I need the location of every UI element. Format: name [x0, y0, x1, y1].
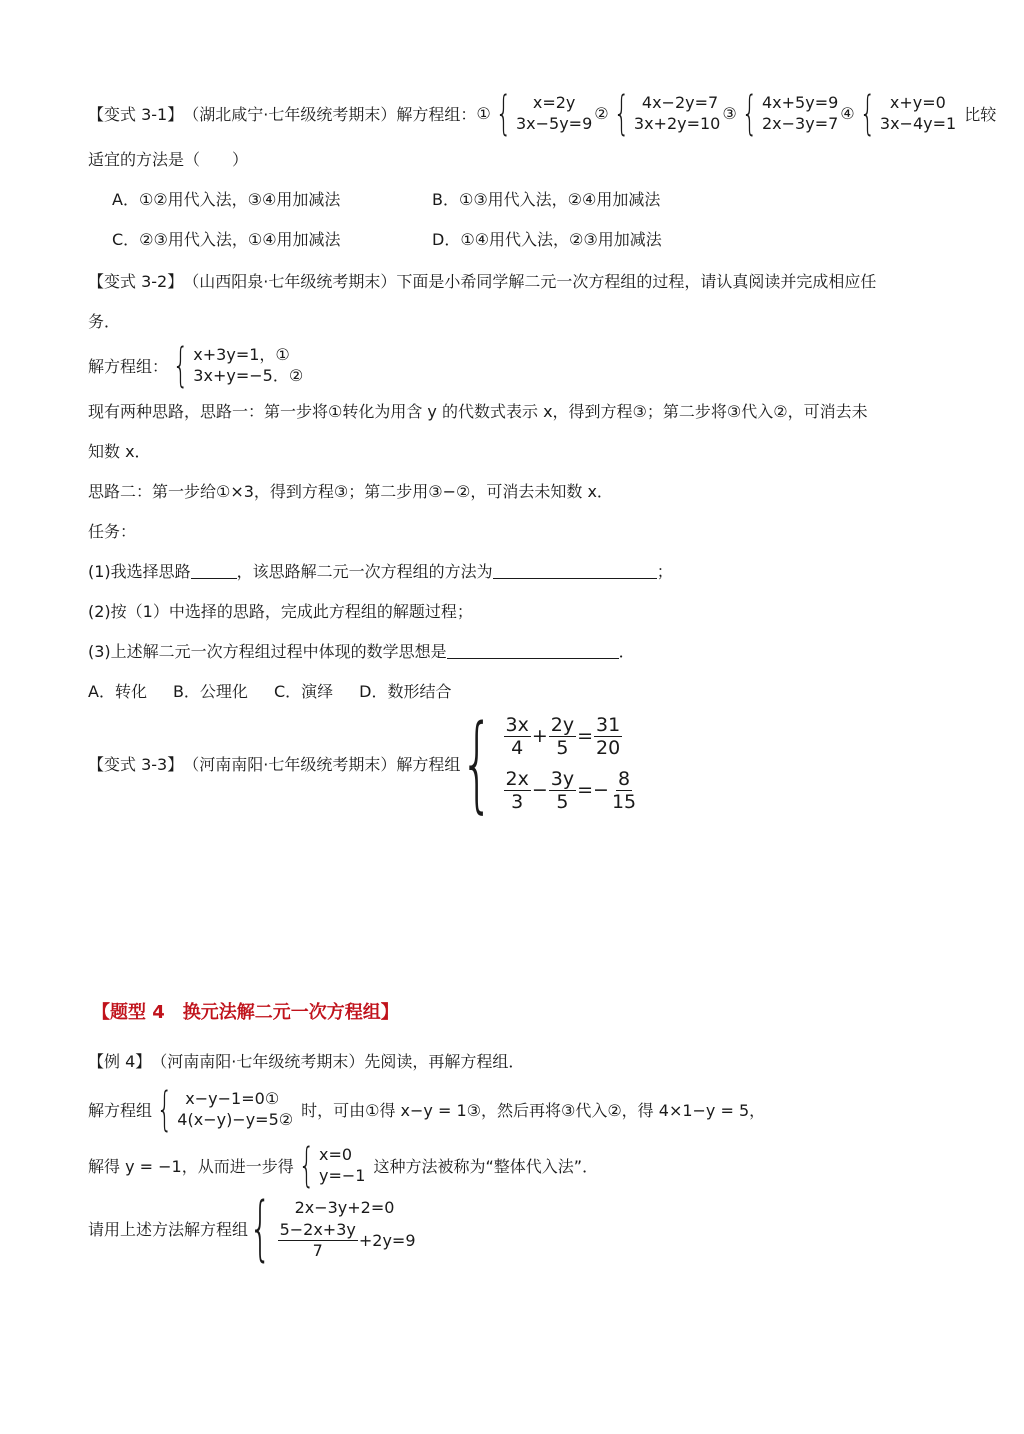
- ex4-label: 【例 4】: [88, 1051, 152, 1071]
- frac-2y-5: [549, 714, 576, 759]
- task-3-text-b: ．: [618, 641, 635, 661]
- variant-3-2: [88, 260, 948, 710]
- v32-system-row: [88, 340, 948, 390]
- v33-text: （河南南阳·七年级统考期末）解方程组: [183, 754, 461, 774]
- v32-idea2: 思路二：第一步给①×3，得到方程③；第二步用③−②，可消去未知数 x．: [88, 481, 613, 501]
- ex4-task-eq2: [277, 1220, 416, 1261]
- system-1-eq1: x=2y: [532, 93, 576, 112]
- option-d: D．数形结合: [359, 681, 452, 701]
- example-4: [88, 1040, 948, 1269]
- v32-system: { x+3y=1，① 3x+y=−5．②: [172, 338, 304, 392]
- frac-2x-3: [504, 768, 531, 813]
- system-1-marker: ①: [476, 103, 491, 123]
- v32-eq2: 3x+y=−5．②: [193, 366, 304, 385]
- frac-den: 5: [556, 736, 569, 759]
- v32-line2: 务．: [88, 311, 121, 331]
- v32-options: [88, 670, 948, 710]
- ex4-eq2: 4(x−y)−y=5②: [177, 1110, 294, 1129]
- task-1-blank-method[interactable]: [493, 562, 657, 579]
- ex4-text: （河南南阳·七年级统考期末）先阅读，再解方程组．: [151, 1051, 525, 1071]
- task-1-text-b: ，该思路解二元一次方程组的方法为: [236, 561, 493, 581]
- ex4-task: 请用上述方法解方程组: [88, 1219, 249, 1239]
- system-3-marker: ③: [722, 103, 737, 123]
- system-3-eq2: 2x−3y=7: [761, 114, 839, 133]
- option-a: A．转化: [88, 681, 147, 701]
- ex4-eq1: x−y−1=0①: [185, 1089, 280, 1108]
- system-4-eq2: 3x−4y=1: [879, 114, 957, 133]
- section-heading-type-4: 【题型 4 换元法解二元一次方程组】: [92, 1002, 399, 1023]
- v31-source: （湖北咸宁·七年级统考期末）: [183, 104, 397, 124]
- option-c: C．②③用代入法，①④用加减法: [112, 229, 341, 249]
- frac-num: 3y: [550, 767, 575, 790]
- system-2-eq1: 4x−2y=7: [641, 93, 719, 112]
- ex4-sol-eq2: y=−1: [319, 1166, 366, 1185]
- v32-text: （山西阳泉·七年级统考期末）下面是小希同学解二元一次方程组的过程，请认真阅读并完成相应任: [183, 271, 877, 291]
- v32-eq1: x+3y=1，①: [193, 345, 290, 364]
- frac-num: 2x: [505, 767, 529, 790]
- frac-den: 5: [556, 790, 569, 813]
- frac-num: 8: [618, 767, 631, 790]
- system-3-eq1: 4x+5y=9: [761, 93, 839, 112]
- option-d: D．①④用代入法，②③用加减法: [432, 229, 662, 249]
- ex4-solution-system: { x=0 y=−1: [298, 1138, 366, 1192]
- v32-prompt: 解方程组：: [88, 356, 169, 376]
- ex4-solution-row: [88, 1138, 948, 1192]
- op-plus: +: [531, 725, 548, 747]
- frac-3x-4: [504, 714, 531, 759]
- task-1-text-c: ；: [656, 561, 673, 581]
- ex4-sol-a: 解得 y = −1，从而进一步得: [88, 1156, 294, 1176]
- v31-tail: 比较: [964, 104, 997, 124]
- v31-line1: [88, 86, 997, 140]
- v33-eq1: [503, 709, 640, 763]
- task-3-blank[interactable]: [447, 642, 619, 659]
- frac-8-15: [610, 768, 638, 813]
- ex4-system: { x−y−1=0① 4(x−y)−y=5②: [156, 1082, 294, 1136]
- task-1-blank-idea[interactable]: [191, 562, 237, 579]
- system-4-eq1: x+y=0: [889, 93, 946, 112]
- op-equals-minus: =−: [577, 779, 609, 801]
- frac-num: 5−2x+3y: [279, 1219, 356, 1239]
- v32-label: 【变式 3-2】: [88, 271, 184, 291]
- v32-task-1: [88, 550, 948, 590]
- frac-den: 7: [312, 1240, 323, 1260]
- v31-options-row2: [88, 218, 948, 258]
- frac-num: 2y: [550, 713, 575, 736]
- v32-task-2: (2)按（1）中选择的思路，完成此方程组的解题过程；: [88, 601, 473, 621]
- system-3: { 4x+5y=9 2x−3y=7: [741, 86, 839, 140]
- ex4-prompt: 解方程组: [88, 1100, 153, 1120]
- v32-task: 任务：: [88, 521, 137, 541]
- option-a: A．①②用代入法，③④用加减法: [112, 189, 341, 209]
- frac-den: 3: [511, 790, 524, 813]
- frac-5-2x-3y-7: [278, 1220, 358, 1261]
- task-1-text-a: (1)我选择思路: [88, 561, 191, 581]
- frac-den: 15: [611, 790, 637, 813]
- v33-eq2: [503, 763, 640, 817]
- v33-system: { $\frac{3x}{4}$ + $\frac{2y}{5}$ = $\frac{31}{20}$ $\frac{2x}{3}$ − $\frac{3y}{5}$ =− $\frac{8}{15}$: [462, 709, 639, 817]
- op-equals: =: [577, 725, 594, 747]
- ex4-task-row: [88, 1187, 948, 1269]
- task-3-text-a: (3)上述解二元一次方程组过程中体现的数学思想是: [88, 641, 447, 661]
- variant-3-3: [88, 702, 948, 824]
- ex4-task-eq2-tail: +2y=9: [358, 1230, 416, 1250]
- ex4-after: 时，可由①得 x−y = 1③，然后再将③代入②，得 4×1−y = 5，: [301, 1100, 766, 1120]
- ex4-sol-b: 这种方法被称为“整体代入法”．: [373, 1156, 599, 1176]
- option-b: B．公理化: [172, 681, 248, 701]
- ex4-task-eq1: 2x−3y+2=0: [294, 1198, 395, 1217]
- frac-num: 31: [596, 713, 621, 736]
- ex4-task-system: { 2x−3y+2=0 $\frac{5-2x+3y}{7}$ +2y=9: [249, 1187, 416, 1269]
- v33-label: 【变式 3-3】: [88, 754, 184, 774]
- option-c: C．演绎: [273, 681, 334, 701]
- system-1: { x=2y 3x−5y=9: [495, 86, 593, 140]
- frac-num: 3x: [505, 713, 529, 736]
- v32-task-3: [88, 630, 948, 670]
- frac-den: 20: [596, 736, 621, 759]
- op-minus: −: [531, 779, 548, 801]
- v32-line1: [88, 260, 948, 300]
- ex4-system-row: [88, 1080, 948, 1138]
- v33-row: [88, 702, 948, 824]
- v32-idea1-b: 知数 x．: [88, 441, 151, 461]
- frac-3y-5: [549, 768, 576, 813]
- v32-idea1-a: 现有两种思路，思路一：第一步将①转化为用含 y 的代数式表示 x，得到方程③；第二步将③代入②，可消去未: [88, 401, 868, 421]
- system-4-marker: ④: [840, 103, 855, 123]
- ex4-sol-eq1: x=0: [319, 1145, 353, 1164]
- v31-label: 【变式 3-1】: [88, 104, 184, 124]
- system-4: { x+y=0 3x−4y=1: [859, 86, 957, 140]
- v31-prompt: 解方程组：: [396, 104, 477, 124]
- ex4-line1: [88, 1040, 948, 1080]
- frac-31-20: [594, 714, 622, 759]
- v31-options-row1: [88, 178, 948, 218]
- option-b: B．①③用代入法，②④用加减法: [432, 189, 661, 209]
- system-2: { 4x−2y=7 3x+2y=10: [613, 86, 721, 140]
- system-2-marker: ②: [594, 103, 609, 123]
- system-1-eq2: 3x−5y=9: [515, 114, 593, 133]
- variant-3-1: [88, 86, 997, 258]
- system-2-eq2: 3x+2y=10: [633, 114, 721, 133]
- v31-line2: 适宜的方法是（ ）: [88, 149, 249, 169]
- frac-den: 4: [511, 736, 524, 759]
